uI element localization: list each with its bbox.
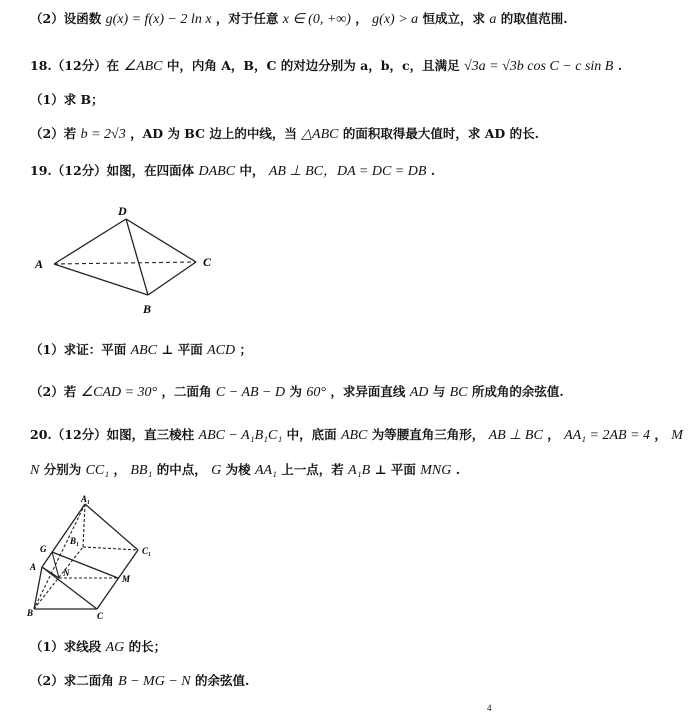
text: 恒成立，求	[422, 11, 486, 26]
text: 所成角的余弦值.	[471, 384, 564, 399]
edge-CC1	[97, 550, 138, 609]
edge-AB	[54, 264, 148, 295]
formula: △ABC	[301, 127, 339, 142]
formula: BC	[449, 385, 468, 400]
formula: √3a = √3b cos C − c sin B	[463, 59, 614, 74]
label-D: D	[118, 204, 127, 218]
edge-BC	[148, 262, 196, 295]
formula: AD	[409, 385, 429, 400]
text: 为	[289, 384, 302, 399]
text: 中，底面	[286, 427, 337, 442]
text: 为棱	[225, 462, 251, 477]
label-B: B	[143, 302, 152, 316]
segment-GM	[52, 552, 118, 578]
label-C: C	[97, 611, 104, 621]
label-G: G	[40, 544, 47, 554]
text: （1）求 B；	[30, 92, 104, 107]
text: .	[455, 462, 461, 477]
formula: a	[489, 12, 497, 27]
formula: ABC	[340, 428, 368, 443]
formula: ∠ABC	[123, 59, 163, 74]
formula: A₁B	[348, 463, 371, 478]
formula: g(x) = f(x) − 2 ln x	[105, 12, 212, 27]
formula: CC₁	[85, 463, 110, 478]
formula: BB₁	[130, 463, 153, 478]
label-A1: A₁	[81, 494, 91, 504]
text: ，AD 为 BC 边上的中线，当	[130, 126, 297, 141]
formula: AA₁ = 2AB = 4	[564, 428, 651, 443]
text: ⊥ 平面	[161, 342, 203, 357]
text: .	[617, 58, 623, 73]
page-number: 4	[487, 703, 492, 713]
edge-AD	[54, 219, 126, 264]
formula: C − AB − D	[215, 385, 286, 400]
text: （1）求证：平面	[30, 342, 127, 357]
text: 19.（12分）如图，在四面体	[30, 163, 195, 178]
text: 的余弦值.	[194, 673, 250, 688]
text: 的长；	[128, 639, 167, 654]
formula: AG	[105, 640, 125, 655]
formula: AA₁	[254, 463, 277, 478]
label-B: B	[27, 608, 34, 618]
label-N: N	[63, 568, 70, 578]
q20-part2	[30, 671, 249, 690]
text: ，	[654, 427, 667, 442]
text: 的取值范围.	[500, 11, 568, 26]
edge-B1C1	[83, 547, 138, 550]
formula: 60°	[306, 385, 326, 400]
formula: AB ⊥ BC，DA = DC = DB	[268, 164, 427, 179]
tetrahedron-figure	[30, 200, 220, 320]
text: 20.（12分）如图，直三棱柱	[30, 427, 195, 442]
text: 与	[432, 384, 446, 399]
q19-stem	[30, 160, 435, 180]
q17-part2	[30, 9, 568, 28]
label-M: M	[122, 574, 131, 584]
formula: x ∈ (0, +∞)	[282, 12, 351, 27]
formula: AB ⊥ BC	[488, 428, 543, 443]
text: ，	[113, 462, 126, 477]
formula: ABC − A₁B₁C₁	[198, 428, 283, 443]
q20-stem	[30, 425, 683, 444]
formula: DABC	[198, 164, 236, 179]
text: .	[430, 163, 436, 178]
text: ，	[355, 11, 368, 26]
text: 为等腰直角三角形，	[371, 427, 485, 442]
formula: MNG	[420, 463, 452, 478]
text: 上一点，若	[281, 462, 344, 477]
text: 分别为	[43, 462, 82, 477]
text: 的中点，	[156, 462, 207, 477]
text: （2）设函数	[30, 11, 102, 26]
q19-part2	[30, 382, 564, 401]
edge-A1B1	[83, 504, 85, 547]
text: ，二面角	[161, 384, 212, 399]
prism-figure	[25, 492, 175, 622]
text: ，	[547, 427, 560, 442]
edge-AB	[34, 567, 42, 609]
q18-part2	[30, 124, 539, 143]
text: 的面积取得最大值时，求 AD 的长.	[342, 126, 539, 141]
formula: ABC	[130, 343, 158, 358]
formula: g(x) > a	[372, 12, 419, 27]
edge-AC-hidden	[54, 262, 196, 264]
text: 中，	[239, 163, 265, 178]
text: 中，内角 A，B，C 的对边分别为 a，b，c，且满足	[166, 58, 460, 73]
text: （2）若	[30, 384, 77, 399]
formula: M	[671, 428, 683, 443]
q19-part1	[30, 340, 252, 359]
q18-part1	[30, 90, 104, 108]
label-A: A	[35, 257, 44, 271]
formula: ACD	[207, 343, 236, 358]
formula: N	[30, 463, 40, 478]
text: （1）求线段	[30, 639, 102, 654]
text: （2）若	[30, 126, 77, 141]
label-B1: B₁	[70, 536, 80, 546]
text: 18.（12分）在	[30, 58, 120, 73]
text: ，对于任意	[215, 11, 279, 26]
q20-part1	[30, 637, 166, 656]
formula: B − MG − N	[118, 674, 191, 689]
text: ；	[239, 342, 252, 357]
formula: b = 2√3	[80, 127, 126, 142]
formula: G	[211, 463, 222, 478]
label-A: A	[30, 562, 37, 572]
q20-stem-cont	[30, 460, 460, 479]
text: （2）求二面角	[30, 673, 114, 688]
text: ，求异面直线	[330, 384, 406, 399]
label-C: C	[203, 255, 212, 269]
text: ⊥ 平面	[374, 462, 416, 477]
q18-stem	[30, 56, 622, 75]
formula: ∠CAD = 30°	[80, 385, 158, 400]
edge-A1C1	[85, 504, 138, 550]
label-C1: C₁	[142, 546, 152, 556]
